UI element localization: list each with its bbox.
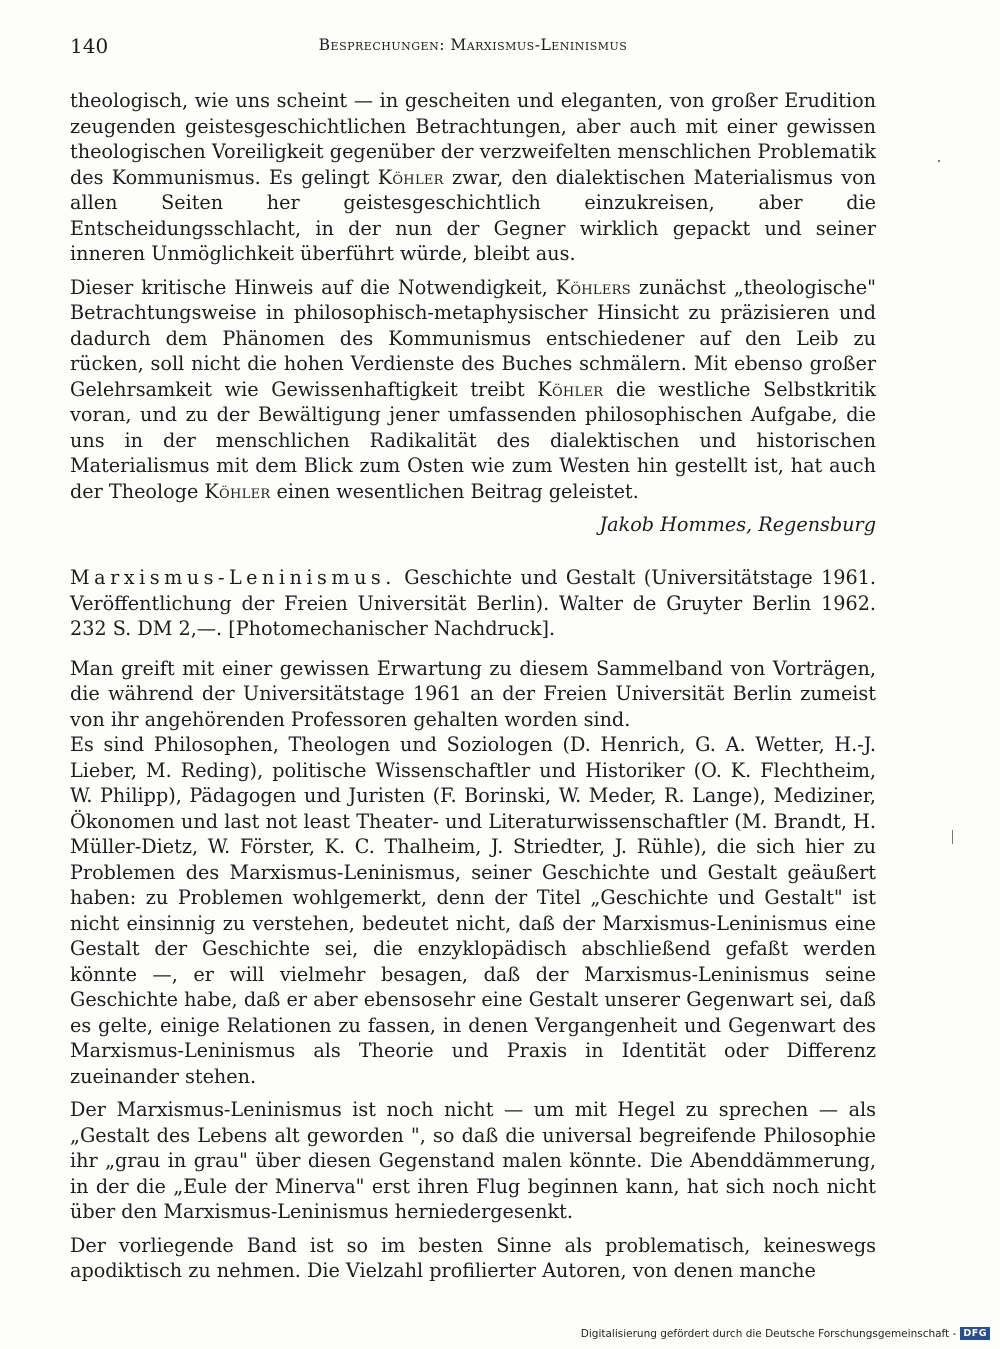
- author-name: Köhler: [377, 165, 444, 189]
- dfg-logo: DFG: [960, 1327, 990, 1340]
- page-number: 140: [70, 34, 109, 58]
- review-paragraph: theologisch, wie uns scheint — in gescheiten und eleganten, von großer Erudition zeugenden geistesgeschichtlichen Betrachtungen, aber auch mit einer gewissen theologischen Voreiligkeit gegenüber der verzweifelten menschlichen Problematik des Kommunismus. Es gelingt Köhler zwar, den dialektischen Materialismus von allen Seiten her geistesgeschichtlich einzukreisen, aber die Entscheidungsschlacht, in der nun der Gegner wirklich gepackt und seiner inneren Unmöglichkeit überführt würde, bleibt aus.: [70, 89, 877, 265]
- book-citation: Marxismus-Leninismus. Geschichte und Gestalt (Universitätstage 1961. Veröffentlichung der Freien Universität Berlin). Walter de Gruyter Berlin 1962. 232 S. DM 2,—. [Photomechanischer Nachdruck].: [70, 566, 876, 640]
- review-kohler: [70, 88, 876, 546]
- review-paragraph: Der vorliegende Band ist so im besten Sinne als problematisch, keineswegs apodiktisch zu nehmen. Die Vielzahl profilierter Autoren, von denen manche: [70, 1233, 876, 1282]
- author-name: Köhlers: [555, 275, 631, 299]
- review-paragraph: Es sind Philosophen, Theologen und Soziologen (D. Henrich, G. A. Wetter, H.-J. Lieber, M. Reding), politische Wissenschaftler und Historiker (O. K. Flechtheim, W. Philipp), Pädagogen und Juristen (F. Borinski, W. Meder, R. Lange), Mediziner, Ökonomen und last not least Theater- und Literaturwissenschaftler (M. Brandt, H. Müller-Dietz, W. Förster, K. C. Thalheim, J. Striedter, J. Rühle), die sich hier zu Problemen des Marxismus-Leninismus, seiner Geschichte und Gestalt geäußert haben: zu Problemen wohlgemerkt, denn der Titel „Geschichte und Gestalt" ist nicht einsinnig zu verstehen, bedeutet nicht, daß der Marxismus-Leninismus eine Gestalt der Geschichte sei, die enzyklopädisch abschließend gefaßt werden könnte —, er will vielmehr besagen, daß der Marxismus-Leninismus seine Geschichte habe, daß er aber ebensosehr eine Gestalt unserer Gegenwart sei, daß es gelte, einige Relationen zu fassen, in denen Vergangenheit und Gegenwart des Marxismus-Leninismus als Theorie und Praxis in Identität oder Differenz zueinander stehen.: [70, 733, 876, 1088]
- scan-speck: [952, 830, 953, 844]
- review-paragraph: Dieser kritische Hinweis auf die Notwendigkeit, Köhlers zunächst „theologische" Betrachtungsweise in philosophisch-metaphysischer Hinsicht zu präzisieren und dadurch dem Phänomen des Kommunismus entschiedener auf den Leib zu rücken, soll nicht die hohen Verdienste des Buches schmälern. Mit ebenso großer Gelehrsamkeit wie Gewissenhaftigkeit treibt Köhler die westliche Selbstkritik voran, und zu der Bewältigung jener umfassenden philosophischen Aufgabe, die uns in der menschlichen Radikalität des dialektischen und historischen Materialismus mit dem Blick zum Osten wie zum Westen hin gestellt ist, hat auch der Theologe Köhler einen wesentlichen Beitrag geleistet.: [70, 275, 876, 503]
- author-name: Köhler: [204, 479, 271, 503]
- footer-text: Digitalisierung gefördert durch die Deutsche Forschungsgemeinschaft -: [580, 1327, 957, 1340]
- review-marxismus-leninismus: [70, 565, 876, 1292]
- page-header: [70, 34, 876, 64]
- review-paragraph: Der Marxismus-Leninismus ist noch nicht — um mit Hegel zu sprechen — als „Gestalt des Lebens alt geworden ", so daß die universal begreifende Philosophie ihr „grau in grau" über diesen Gegenstand malen könnte. Die Abenddämmerung, in der die „Eule der Minerva" erst ihren Flug beginnen kann, hat sich noch nicht über den Marxismus-Leninismus herniedergesenkt.: [70, 1098, 876, 1223]
- reviewer-signature: Jakob Hommes, Regensburg: [599, 513, 876, 536]
- author-name: Köhler: [537, 377, 604, 401]
- review-paragraph: Man greift mit einer gewissen Erwartung zu diesem Sammelband von Vorträgen, die während der Universitätstage 1961 an der Freien Universität Berlin zumeist von ihr angehörenden Professoren gehalten worden sind.: [70, 656, 876, 731]
- scan-speck: [938, 160, 940, 162]
- running-title: Besprechungen: Marxismus-Leninismus: [318, 36, 628, 54]
- book-title: Marxismus-Leninismus.: [70, 566, 396, 589]
- digitization-footer: [581, 1327, 990, 1340]
